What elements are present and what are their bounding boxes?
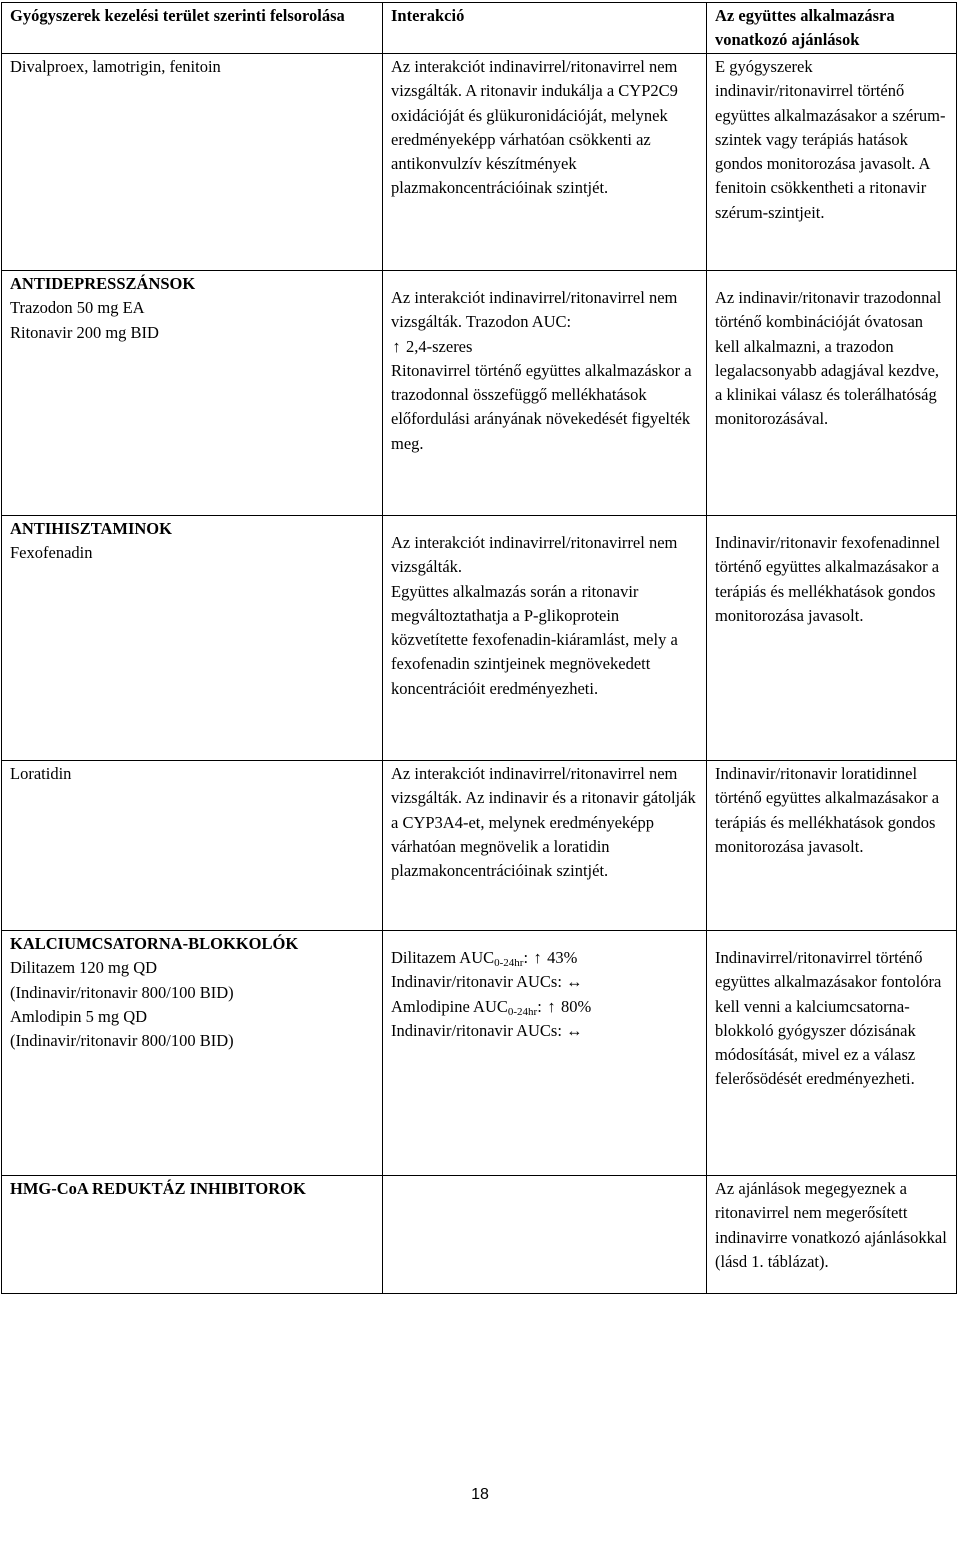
arrow-up-icon: ↑ — [392, 336, 401, 356]
table-row — [2, 271, 957, 516]
drug-name: Amlodipin 5 mg QD — [10, 1006, 148, 1026]
interaction-value: 2,4-szeres — [406, 336, 473, 356]
recommendation-cell — [707, 931, 957, 1176]
header-interaction: Interakció — [383, 3, 707, 54]
interaction-value-line — [391, 970, 698, 994]
recommendation-text: Indinavir/ritonavir loratidinnel történő együttes alkalmazásakor a terápiás és mellékhatások gondos monitorozása javasolt. — [715, 764, 940, 856]
recommendation-cell — [707, 54, 957, 271]
interaction-value-line — [391, 335, 698, 359]
auc-subscript: 0-24hr — [494, 957, 524, 969]
section-heading-antidepressants: ANTIDEPRESSZÁNSOK — [10, 274, 196, 293]
auc-label: Amlodipine AUC — [391, 996, 508, 1016]
table-row — [2, 931, 957, 1176]
drug-regimen: (Indinavir/ritonavir 800/100 BID) — [10, 982, 234, 1002]
interaction-cell — [383, 516, 707, 761]
interaction-table — [1, 2, 957, 1294]
recommendation-text: Indinavirrel/ritonavirrel történő együttes alkalmazásakor fontolóra kell venni a kalciumcsatorna-blokkoló gyógyszer dózisának módosítását, mivel ez a válasz felerősödését eredményezheti. — [715, 948, 942, 1089]
interaction-value: 80% — [560, 996, 592, 1016]
page-number: 18 — [471, 1486, 489, 1503]
table-row — [2, 54, 957, 271]
colon: : — [523, 948, 529, 967]
section-heading-calcium-channel-blockers: KALCIUMCSATORNA-BLOKKOLÓK — [10, 934, 299, 953]
drug-cell — [2, 516, 383, 761]
interaction-cell — [383, 271, 707, 516]
auc-label: Indinavir/ritonavir AUCs: — [391, 972, 562, 992]
interaction-value-line — [391, 1019, 698, 1043]
interaction-cell — [383, 1176, 707, 1294]
auc-label: Dilitazem AUC — [391, 948, 495, 967]
recommendation-text: Indinavir/ritonavir fexofenadinnel történő együttes alkalmazásakor a terápiás és mellékhatások gondos monitorozása javasolt. — [715, 533, 940, 625]
recommendation-cell — [707, 516, 957, 761]
drug-regimen: (Indinavir/ritonavir 800/100 BID) — [10, 1031, 234, 1051]
interaction-text: Ritonavirrel történő együttes alkalmazáskor a trazodonnal összefüggő mellékhatások előfordulási arányának növekedését figyelték meg. — [391, 360, 692, 453]
drug-cell — [2, 271, 383, 516]
table-row — [2, 1176, 957, 1294]
drug-cell — [2, 1176, 383, 1294]
drug-name: Loratidin — [10, 764, 72, 783]
recommendation-text: Az indinavir/ritonavir trazodonnal történő kombinációját óvatosan kell alkalmazni, a trazodon legalacsonyabb adagjával kezdve, a klinikai válasz és tolerálhatóság monitorozásával. — [715, 288, 942, 429]
interaction-text: Együttes alkalmazás során a ritonavir megváltoztathatja a P-glikoprotein közvetítette fexofenadin-kiáramlást, mely a fexofenadin szintjeinek megnövekedett koncentrációit eredményezheti. — [391, 581, 678, 698]
arrow-up-icon: ↑ — [533, 948, 542, 967]
recommendation-cell — [707, 271, 957, 516]
interaction-cell — [383, 931, 707, 1176]
colon: : — [537, 996, 542, 1016]
interaction-text: Az interakciót indinavirrel/ritonavirrel nem vizsgálták. A ritonavir indukálja a CYP2C9 oxidációját és glükuronidációját, melynek eredményeképp várhatóan csökkenti az antikonvulzív készítmények plazmakoncentrációinak szintjét. — [391, 57, 678, 198]
header-recommendation: Az együttes alkalmazásra vonatkozó ajánlások — [707, 3, 957, 54]
drug-name: Dilitazem 120 mg QD — [10, 958, 158, 978]
interaction-text: Az interakciót indinavirrel/ritonavirrel nem vizsgálták. — [391, 533, 678, 577]
drug-name: Trazodon 50 mg EA — [10, 298, 145, 318]
interaction-cell — [383, 54, 707, 271]
interaction-value-line — [391, 995, 698, 1019]
left-right-arrow-icon: ↔ — [565, 1020, 583, 1040]
auc-subscript: 0-24hr — [507, 1005, 538, 1018]
interaction-value-line — [391, 946, 698, 970]
recommendation-text: Az ajánlások megegyeznek a ritonavirrel nem megerősített indinavirre vonatkozó ajánlásokkal (lásd 1. táblázat). — [715, 1179, 947, 1271]
drug-name: Fexofenadin — [10, 543, 93, 563]
drug-name: Ritonavir 200 mg BID — [10, 322, 159, 342]
interaction-text: Az interakciót indinavirrel/ritonavirrel nem vizsgálták. Trazodon AUC: — [391, 288, 678, 332]
left-right-arrow-icon: ↔ — [565, 972, 583, 992]
recommendation-cell — [707, 761, 957, 931]
drug-cell — [2, 761, 383, 931]
interaction-cell — [383, 761, 707, 931]
interaction-value: 43% — [547, 948, 578, 967]
recommendation-text: E gyógyszerek indinavir/ritonavirrel történő együttes alkalmazásakor a szérum-szintek vagy terápiás hatások gondos monitorozása javasolt. A fenitoin csökkentheti a ritonavir szérum-szintjeit. — [715, 57, 946, 222]
header-drug: Gyógyszerek kezelési terület szerinti felsorolása — [2, 3, 383, 54]
table-header-row — [2, 3, 957, 54]
interaction-text: Az interakciót indinavirrel/ritonavirrel nem vizsgálták. Az indinavir és a ritonavir gátolják a CYP3A4-et, melynek eredményeképp várhatóan megnövelik a loratidin plazmakoncentrációinak szintjét. — [391, 764, 696, 881]
section-heading-antihistamines: ANTIHISZTAMINOK — [10, 519, 172, 538]
drug-name: Divalproex, lamotrigin, fenitoin — [10, 57, 221, 76]
arrow-up-icon: ↑ — [547, 996, 556, 1016]
recommendation-cell — [707, 1176, 957, 1294]
drug-cell — [2, 54, 383, 271]
section-heading-hmg-coa: HMG-CoA REDUKTÁZ INHIBITOROK — [10, 1179, 306, 1198]
table-row — [2, 761, 957, 931]
auc-label: Indinavir/ritonavir AUCs: — [391, 1020, 562, 1040]
drug-cell — [2, 931, 383, 1176]
table-row — [2, 516, 957, 761]
